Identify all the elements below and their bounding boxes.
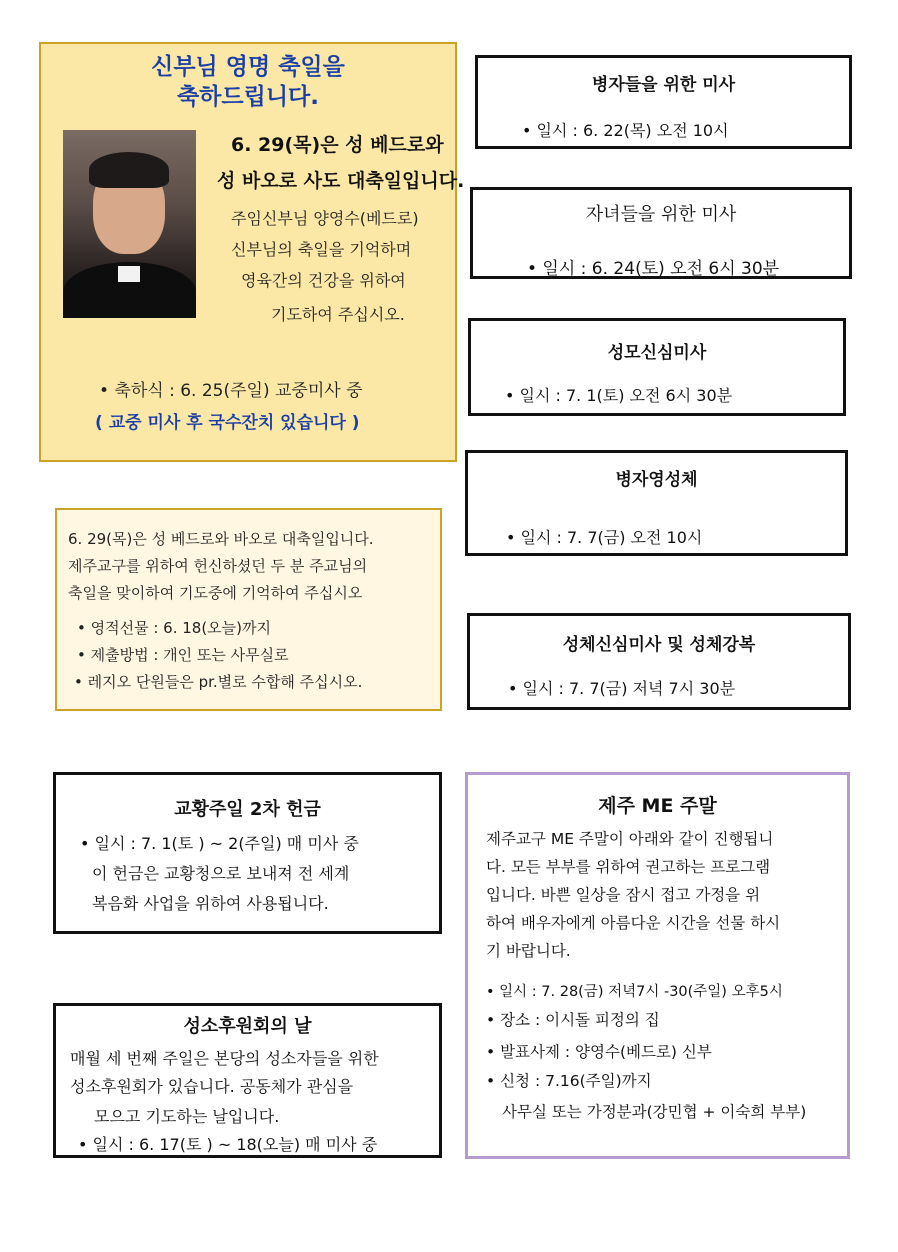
notice-line: • 영적선물 : 6. 18(오늘)까지 [77, 619, 271, 637]
feast-title-line1: 신부님 영명 축일을 [151, 54, 345, 80]
feast-note: ( 교중 미사 후 국수잔치 있습니다 ) [95, 413, 360, 433]
feast-announcement [39, 42, 465, 462]
notice-line: • 레지오 단원들은 pr.별로 수합해 주십시오. [74, 673, 363, 691]
vocation-support-day [53, 1003, 442, 1158]
mass-detail: • 일시 : 6. 24(토) 오전 6시 30분 [527, 259, 780, 279]
mass-title: 병자영성체 [615, 470, 698, 490]
mass-title: 성모신심미사 [607, 343, 707, 363]
feast-text-line3: 영육간의 건강을 위하여 [241, 271, 406, 290]
vocation-line: 매월 세 번째 주일은 본당의 성소자들을 위한 [70, 1049, 379, 1068]
me-line: • 장소 : 이시돌 피정의 집 [486, 1011, 660, 1029]
pope-line: • 일시 : 7. 1(토 ) ~ 2(주일) 매 미사 중 [80, 834, 359, 853]
feast-text-line2: 신부님의 축일을 기억하며 [231, 240, 412, 259]
me-line: • 발표사제 : 양영수(베드로) 신부 [486, 1043, 712, 1061]
vocation-line: 성소후원회가 있습니다. 공동체가 관심을 [70, 1077, 354, 1096]
pope-title: 교황주일 2차 헌금 [174, 799, 321, 820]
mass-title: 자녀들을 위한 미사 [585, 204, 737, 225]
me-line: 사무실 또는 가정분과(강민협 + 이숙희 부부) [502, 1103, 807, 1121]
feast-text-line4: 기도하여 주십시오. [271, 305, 405, 324]
me-line: 기 바랍니다. [486, 942, 571, 960]
notice-line: • 제출방법 : 개인 또는 사무실로 [77, 646, 289, 664]
mass-box-children [470, 187, 852, 279]
me-line: • 신청 : 7.16(주일)까지 [486, 1072, 652, 1090]
mass-detail: • 일시 : 6. 22(목) 오전 10시 [522, 121, 729, 140]
me-weekend [465, 772, 850, 1159]
me-line: • 일시 : 7. 28(금) 저녁7시 -30(주일) 오후5시 [486, 984, 783, 1000]
vocation-title: 성소후원회의 날 [183, 1016, 312, 1037]
mass-box-eucharist [467, 613, 851, 710]
pope-line: 이 헌금은 교황청으로 보내져 전 세계 [92, 864, 350, 883]
me-line: 다. 모든 부부를 위하여 권고하는 프로그램 [486, 858, 771, 876]
me-line: 입니다. 바쁜 일상을 잠시 접고 가정을 위 [486, 886, 761, 904]
mass-box-marian [468, 318, 846, 416]
me-line: 제주교구 ME 주말이 아래와 같이 진행됩니 [486, 830, 774, 848]
priest-photo [63, 130, 196, 318]
feast-heading-line1: 6. 29(목)은 성 베드로와 [231, 134, 444, 156]
mass-detail: • 일시 : 7. 7(금) 오전 10시 [506, 528, 703, 547]
notice-line: 6. 29(목)은 성 베드로와 바오로 대축일입니다. [68, 530, 374, 548]
feast-heading-line2: 성 바오로 사도 대축일입니다. [217, 170, 465, 192]
feast-text-line1: 주임신부님 양영수(베드로) [231, 209, 419, 228]
mass-box-sick [475, 55, 852, 149]
mass-title: 병자들을 위한 미사 [591, 75, 736, 95]
mass-detail: • 일시 : 7. 7(금) 저녁 7시 30분 [508, 679, 736, 698]
mass-title: 성체신심미사 및 성체강복 [562, 635, 756, 655]
mass-detail: • 일시 : 7. 1(토) 오전 6시 30분 [505, 386, 733, 405]
pope-sunday-collection [53, 772, 442, 934]
vocation-line: • 일시 : 6. 17(토 ) ~ 18(오늘) 매 미사 중 [78, 1135, 378, 1154]
mass-box-sick-communion [465, 450, 848, 556]
me-line: 하여 배우자에게 아름다운 시간을 선물 하시 [486, 914, 781, 932]
feast-title-line2: 축하드립니다. [176, 84, 320, 110]
notice-line: 축일을 맞이하여 기도중에 기억하여 주십시오 [68, 584, 363, 602]
feast-ceremony: • 축하식 : 6. 25(주일) 교중미사 중 [99, 381, 363, 401]
vocation-line: 모으고 기도하는 날입니다. [94, 1107, 280, 1126]
peter-paul-notice [55, 508, 442, 711]
pope-line: 복음화 사업을 위하여 사용됩니다. [92, 894, 329, 913]
me-title: 제주 ME 주말 [598, 795, 717, 817]
notice-line: 제주교구를 위하여 헌신하셨던 두 분 주교님의 [68, 557, 368, 575]
